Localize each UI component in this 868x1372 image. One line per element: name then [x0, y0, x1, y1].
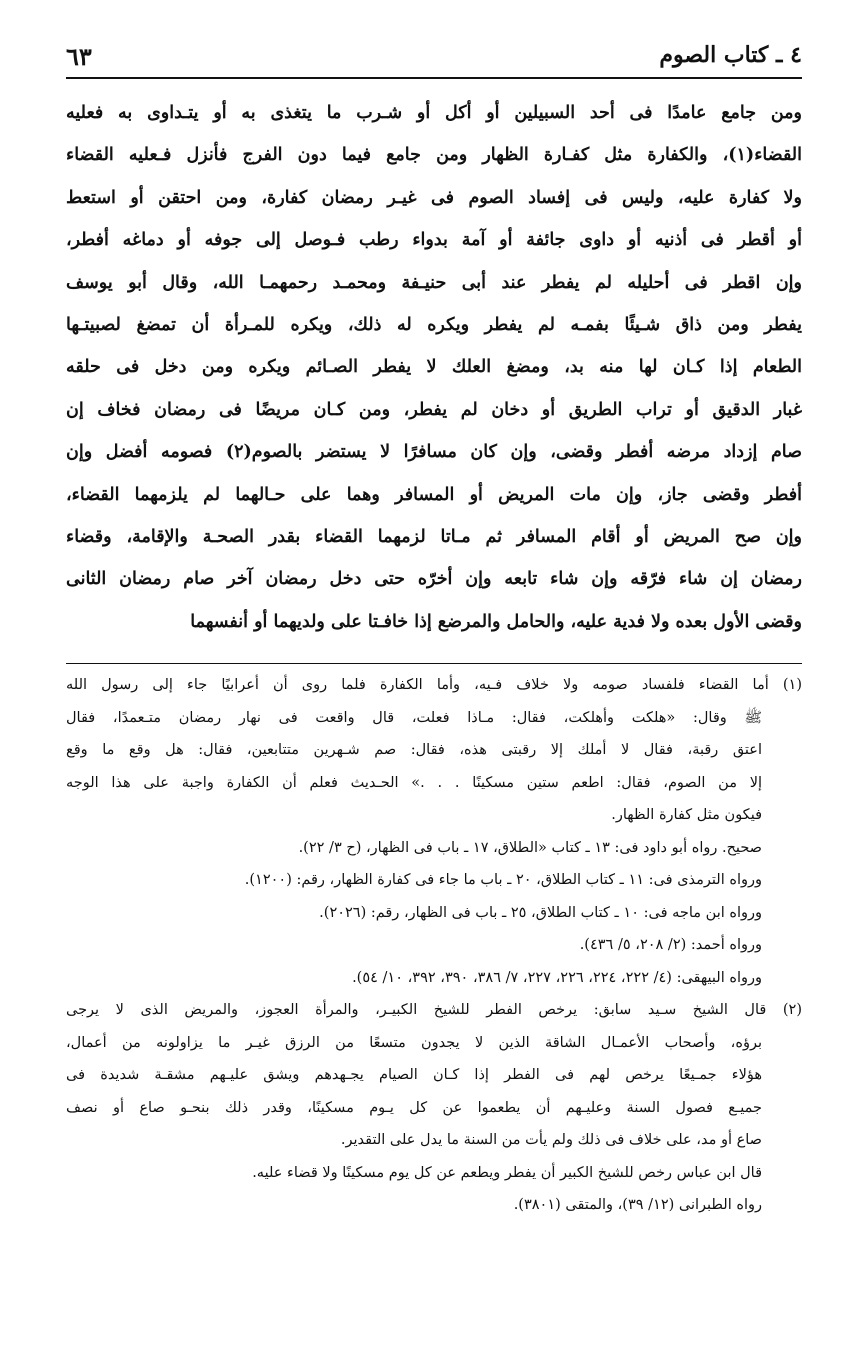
text-line: غبار الدقيق أو تراب الطريق أو دخان لم يفطر، ومن كـان مريضًا فى رمضان فخاف إن	[66, 399, 802, 420]
text-line: أو أقطر فى أذنيه أو داوى جائفة أو آمة بدواء رطب فـوصل إلى جوفه أو دماغه أفطر،	[66, 230, 802, 251]
footnote-line: (١) أما القضاء فلفساد صومه ولا خلاف فـيه، وأما الكفارة فلما روى أن أعرابيًا جاء إلى رسول الله	[66, 677, 802, 693]
text-line: الطعام إذا كـان لها منه بد، ومضغ العلك لا يفطر الصـائم ويكره ومن دخل فى حلقه	[66, 357, 802, 378]
footnote-line: ورواه أحمد: (٢/ ٢٠٨، ٥/ ٤٣٦).	[579, 937, 762, 953]
text-line: رمضان إن شاء فرّقه وإن شاء تابعه وإن أخرّه حتى دخل رمضان آخر صام رمضان الثانى	[66, 569, 802, 590]
main-text	[66, 92, 802, 643]
text-line: وقضى الأول بعده ولا فدية عليه، والحامل والمرضع إذا خافـتا على ولديهما أو أنفسهما	[190, 611, 802, 632]
footnote-line: إلا من الصوم، فقال: اطعم ستين مسكينًا . . .» الحـديث فعلم أن الكفارة واجبة على هذا الوجه	[66, 774, 762, 791]
footnote-line: ورواه ابن ماجه فى: ١٠ ـ كتاب الطلاق، ٢٥ ـ باب فى الظهار، رقم: (٢٠٢٦).	[319, 904, 762, 921]
page-header	[66, 40, 802, 80]
footnotes	[66, 669, 802, 1222]
footnote-line: فيكون مثل كفارة الظهار.	[611, 807, 762, 823]
text-line: وإن اقطر فى أحليله لم يفطر عند أبى حنيـفة ومحمـد رحمهمـا الله، وقال أبو يوسف	[66, 272, 802, 293]
page-number: ٦٣	[66, 42, 92, 71]
chapter-title: ٤ ـ كتاب الصوم	[659, 42, 802, 68]
footnote-line: قال ابن عباس رخص للشيخ الكبير أن يفطر ويطعم عن كل يوم مسكينًا ولا قضاء عليه.	[252, 1164, 762, 1181]
footnote-line: هؤلاء جمـيعًا يرخص لهم فى الفطر إذا كـان الصيام يجـهدهم ويشق عليـهم مشقـة شديدة فى	[66, 1067, 762, 1083]
footnote-divider	[66, 663, 802, 664]
footnote-line: صحيح. رواه أبو داود فى: ١٣ ـ كتاب «الطلاق، ١٧ ـ باب فى الظهار، (ح ٣/ ٢٢).	[298, 839, 762, 856]
text-line: القضاء(١)، والكفارة مثل كفـارة الظهار ومن جامع فيما دون الفرج فأنزل فـعليه القضاء	[66, 145, 802, 166]
footnote-line: جميـع فصول السنة وعليـهم أن يطعموا عن كل يـوم مسكينًا، وقدر ذلك بنحـو صاع أو نصف	[66, 1099, 762, 1116]
text-line: يفطر ومن ذاق شـيئًا بفمـه لم يفطر ويكره له ذلك، ويكره للمـرأة أن تمضغ لصبيتـها	[66, 314, 802, 335]
footnote-line: ورواه البيهقى: (٤/ ٢٢٢، ٢٢٤، ٢٢٦، ٢٢٧، ٧/ ٣٨٦، ٣٩٠، ٣٩٢، ١٠/ ٥٤).	[352, 969, 762, 986]
footnote-line: رواه الطبرانى (١٢/ ٣٩)، والمتقى (٣٨٠١).	[513, 1197, 762, 1213]
text-line: صام إزداد مرضه أفطر وقضى، وإن كان مسافرًا لا يستضر بالصوم(٢) فصومه أفضل وإن	[66, 442, 802, 463]
text-line: ولا كفارة عليه، وليس فى إفساد الصوم فى غيـر رمضان كفارة، ومن احتقن أو استعط	[66, 187, 802, 208]
footnote-line: اعتق رقبة، فقال لا أملك إلا رقبتى هذه، فقال: صم شـهرين متتابعين، فقال: هل وقع ما وقع	[66, 742, 762, 758]
text-line: ومن جامع عامدًا فى أحد السبيلين أو أكل أو شـرب ما يتغذى به أو يتـداوى به فعليه	[66, 103, 802, 123]
text-line: وإن صح المريض أو أقام المسافر ثم مـاتا لزمهما القضاء بقدر الصحـة والإقامة، وقضاء	[66, 526, 802, 547]
footnote-line: ورواه الترمذى فى: ١١ ـ كتاب الطلاق، ٢٠ ـ باب ما جاء فى كفارة الظهار، رقم: (١٢٠٠).	[244, 872, 762, 888]
footnote-line: برؤه، وأصحاب الأعمـال الشاقة الذين لا يجدون متسعًا من الرزق غيـر ما يزاولونه من أعمال،	[66, 1034, 762, 1051]
footnote-line: (٢) قال الشيخ سـيد سابق: يرخص الفطر للشيخ الكبيـر، والمرأة العجوز، والمريض الذى لا يرجى	[66, 1002, 802, 1018]
footnote-line: ﷺ وقال: «هلكت وأهلكت، فقال: مـاذا فعلت، قال واقعت فى نهار رمضان متـعمدًا، فقال	[66, 709, 762, 726]
header-divider	[66, 77, 802, 79]
text-line: أفطر وقضى جاز، وإن مات المريض أو المسافر وهما على حـالهما لم يلزمهما القضاء،	[66, 484, 802, 505]
footnote-line: صاع أو مد، على خلاف فى ذلك ولم يأت من السنة ما يدل على التقدير.	[340, 1132, 762, 1148]
